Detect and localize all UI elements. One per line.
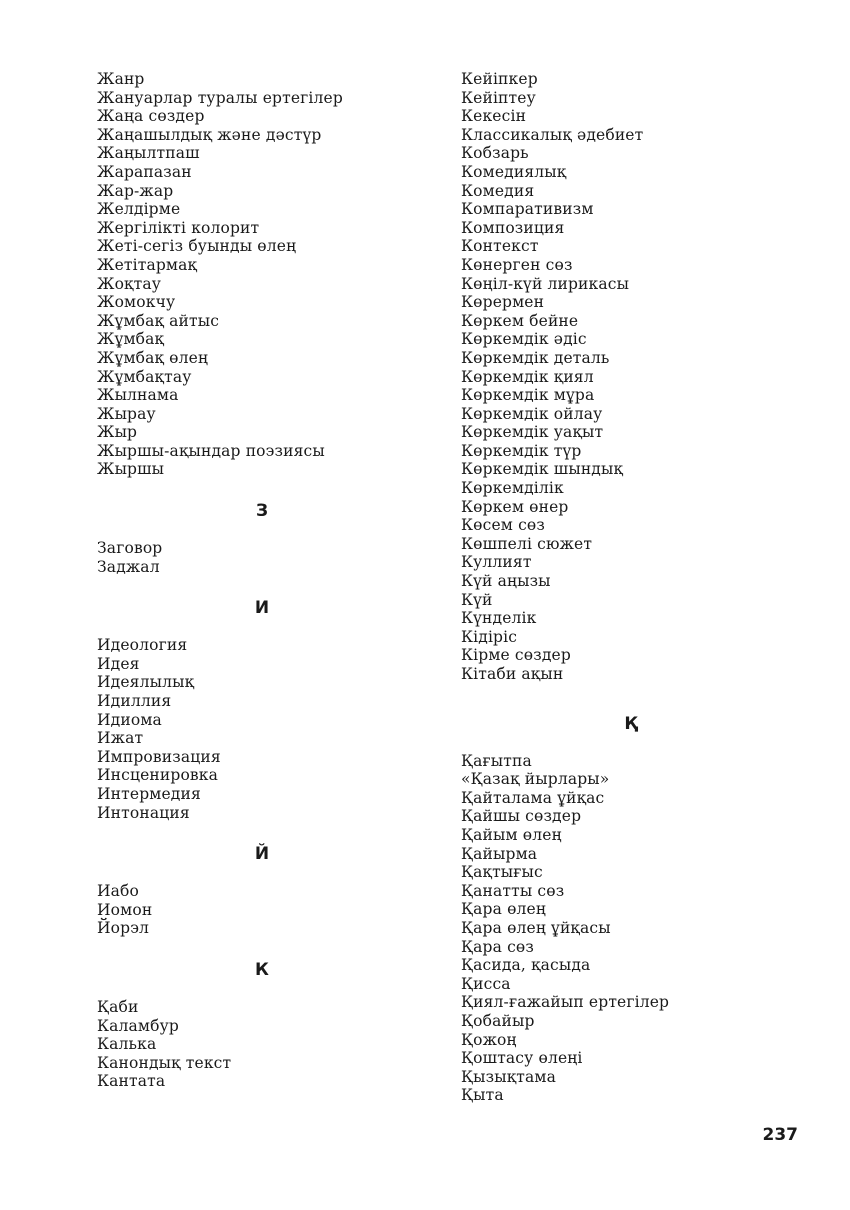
dictionary-entry: Куллият [461, 553, 532, 572]
dictionary-entry: Жаңылтпаш [97, 144, 200, 163]
section-heading-i: И [254, 598, 270, 619]
entry-group-k [97, 998, 417, 1091]
dictionary-entry: Кантата [97, 1072, 166, 1091]
dictionary-entry: Қайталама ұйқас [461, 788, 605, 807]
dictionary-entry: Көркемдік шындық [461, 460, 624, 479]
dictionary-entry: Жергілікті колорит [97, 218, 260, 237]
dictionary-entry: Жанр [97, 70, 145, 88]
dictionary-entry: Қайырма [461, 844, 538, 863]
dictionary-entry: Каламбур [97, 1016, 179, 1035]
entry-group-k-continued [461, 70, 781, 684]
section-heading-k: К [255, 959, 269, 980]
dictionary-entry: Иабо [97, 882, 140, 901]
dictionary-entry: Жұмбақ айтыс [97, 311, 220, 330]
dictionary-entry: Қаби [97, 997, 139, 1016]
dictionary-entry: Көңіл-күй лирикасы [461, 274, 630, 293]
dictionary-entry: Комедия [461, 181, 535, 200]
dictionary-entry: Заджал [97, 557, 160, 576]
dictionary-entry: Қара өлең [461, 900, 546, 919]
dictionary-entry: Көркемдік деталь [461, 348, 610, 367]
section-heading-short-i: Й [254, 844, 270, 865]
dictionary-entry: Жар-жар [97, 181, 174, 200]
right-column [461, 70, 781, 1105]
dictionary-entry: Жыршы [97, 460, 165, 479]
dictionary-entry: Қиял-ғажайып ертегілер [461, 993, 670, 1012]
dictionary-entry: Көркемдік түр [461, 441, 582, 460]
entry-group-z [97, 539, 417, 576]
dictionary-entry: Қақтығыс [461, 863, 543, 882]
dictionary-entry: Қыта [461, 1086, 504, 1105]
dictionary-entry: «Қазақ йырлары» [461, 770, 610, 789]
dictionary-entry: Көркемдік қиял [461, 367, 594, 386]
dictionary-entry: Көркемдік әдіс [461, 330, 587, 349]
dictionary-entry: Кобзарь [461, 144, 529, 163]
dictionary-entry: Қара сөз [461, 937, 534, 956]
dictionary-entry: Идиома [97, 710, 162, 729]
dictionary-entry: Көнерген сөз [461, 255, 573, 274]
entry-group-q [461, 752, 781, 1105]
dictionary-entry: Комедиялық [461, 162, 567, 181]
dictionary-entry: Жылнама [97, 386, 179, 405]
dictionary-entry: Көркем өнер [461, 497, 569, 516]
section-heading-z: З [255, 501, 269, 522]
dictionary-entry: Күй аңызы [461, 572, 551, 591]
dictionary-entry: Көркемділік [461, 479, 564, 498]
dictionary-entry: Жаңашылдық және дәстүр [97, 125, 322, 144]
dictionary-entry: Кітаби ақын [461, 665, 564, 683]
dictionary-entry: Кірме сөздер [461, 646, 571, 665]
dictionary-entry: Жарапазан [97, 162, 192, 181]
dictionary-entry: Қағытпа [461, 751, 532, 770]
dictionary-entry: Идеология [97, 636, 188, 655]
dictionary-entry: Қайшы сөздер [461, 807, 582, 826]
dictionary-entry: Калька [97, 1035, 157, 1054]
dictionary-entry: Көркем бейне [461, 311, 579, 330]
dictionary-entry: Көрермен [461, 293, 545, 312]
entry-group-i [97, 636, 417, 822]
dictionary-entry: Жұмбақ [97, 330, 165, 349]
dictionary-entry: Жыршы-ақындар поэзиясы [97, 441, 325, 460]
entry-group-zh [97, 70, 417, 479]
dictionary-entry: Компаративизм [461, 200, 594, 219]
dictionary-entry: Жұмбақ өлең [97, 348, 209, 367]
dictionary-entry: Қанатты сөз [461, 881, 565, 900]
dictionary-entry: Көркемдік ойлау [461, 404, 603, 423]
dictionary-entry: Көркемдік уақыт [461, 423, 604, 442]
dictionary-entry: Жыр [97, 423, 138, 442]
dictionary-entry: Кейіпкер [461, 70, 538, 88]
dictionary-entry: Жаңа сөздер [97, 107, 205, 126]
left-column [97, 70, 417, 1091]
dictionary-entry: Кейіптеу [461, 88, 536, 107]
dictionary-entry: Иомон [97, 900, 153, 919]
dictionary-entry: Қара өлең ұйқасы [461, 918, 611, 937]
dictionary-entry: Заговор [97, 539, 163, 558]
dictionary-entry: Кекесін [461, 107, 527, 126]
dictionary-entry: Классикалық әдебиет [461, 125, 644, 144]
dictionary-entry: Көркемдік мұра [461, 386, 595, 405]
dictionary-entry: Жомокчу [97, 293, 176, 312]
dictionary-entry: Қоштасу өлеңі [461, 1049, 583, 1068]
dictionary-entry: Көсем сөз [461, 516, 545, 535]
dictionary-entry: Канондық текст [97, 1053, 232, 1072]
dictionary-entry: Ижат [97, 729, 144, 748]
dictionary-entry: Контекст [461, 237, 539, 256]
dictionary-entry: Кідіріс [461, 627, 518, 646]
dictionary-entry: Қобайыр [461, 1011, 535, 1030]
dictionary-entry: Жануарлар туралы ертегілер [97, 88, 343, 107]
dictionary-entry: Желдірме [97, 200, 181, 219]
dictionary-entry: Қожоң [461, 1030, 517, 1049]
dictionary-entry: Импровизация [97, 747, 221, 766]
dictionary-entry: Идиллия [97, 692, 172, 711]
dictionary-entry: Интонация [97, 803, 190, 822]
dictionary-entry: Йорэл [97, 919, 150, 938]
dictionary-entry: Идея [97, 654, 140, 673]
dictionary-entry: Көшпелі сюжет [461, 534, 593, 553]
dictionary-entry: Жырау [97, 404, 156, 423]
dictionary-entry: Күй [461, 590, 493, 609]
page-number: 237 [762, 1125, 798, 1145]
dictionary-entry: Қасида, қасыда [461, 956, 591, 975]
dictionary-entry: Жетітармақ [97, 255, 198, 274]
dictionary-entry: Қайым өлең [461, 825, 562, 844]
dictionary-entry: Жоқтау [97, 274, 161, 293]
dictionary-entry: Жұмбақтау [97, 367, 192, 386]
dictionary-entry: Жеті-сегіз буынды өлең [97, 237, 297, 256]
dictionary-entry: Интермедия [97, 785, 201, 803]
section-heading-q: Қ [624, 713, 638, 734]
dictionary-entry: Идеялылық [97, 673, 195, 692]
dictionary-entry: Қисса [461, 974, 511, 993]
dictionary-entry: Инсценировка [97, 766, 219, 785]
entry-group-short-i [97, 882, 417, 938]
dictionary-entry: Қызықтама [461, 1067, 556, 1086]
dictionary-entry: Композиция [461, 218, 565, 237]
dictionary-entry: Күнделік [461, 609, 537, 628]
